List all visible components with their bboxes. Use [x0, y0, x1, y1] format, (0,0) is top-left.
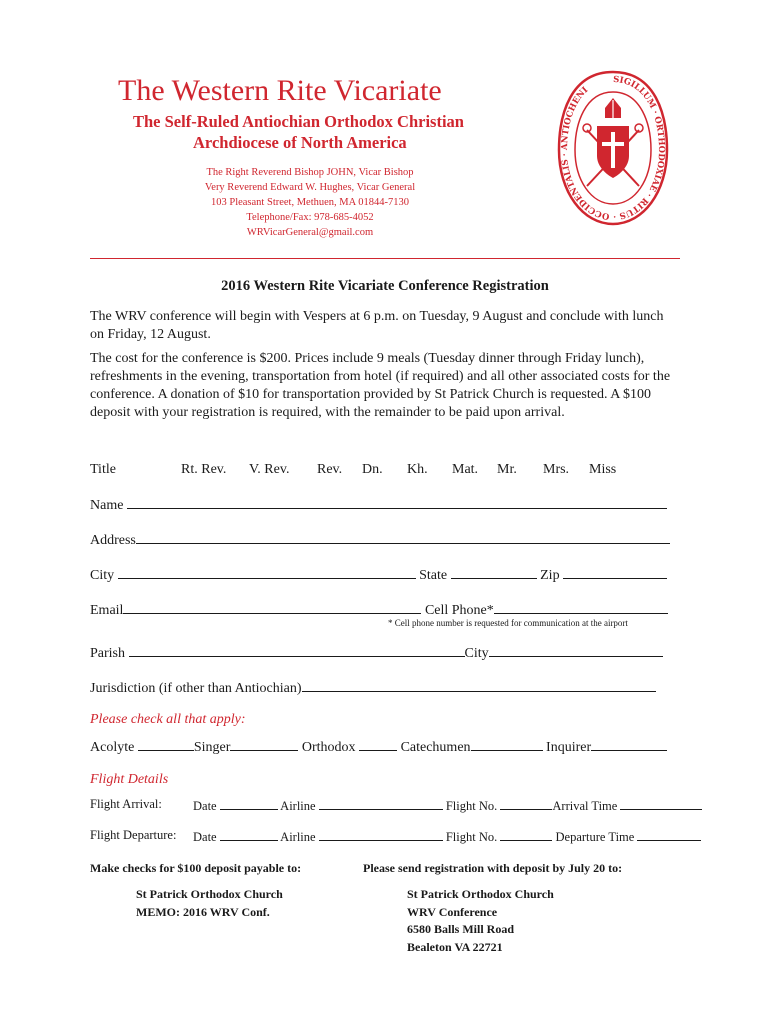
contact-address: 103 Pleasant Street, Methuen, MA 01844-7130: [210, 197, 410, 208]
address-row: [90, 531, 670, 549]
title-option-rev[interactable]: Rev.: [317, 462, 343, 477]
name-label: Name: [90, 498, 124, 513]
acolyte-label: Acolyte: [90, 740, 135, 755]
arrival-flightno-field[interactable]: [500, 797, 552, 810]
departure-airline-label: Airline: [280, 830, 316, 844]
zip-label: Zip: [540, 568, 560, 583]
seal-text: SIGILLUM · ORTHODOXIAE · RITUS · OCCIDENTALIS · ANTIOCHENI: [559, 74, 667, 222]
mailing-line-2: WRV Conference: [407, 904, 498, 919]
departure-flightno-field[interactable]: [500, 828, 552, 841]
title-row: [90, 462, 116, 478]
city-state-zip-row: [90, 566, 667, 584]
flight-departure-label: Flight Departure:: [90, 828, 177, 842]
mailing-line-1: St Patrick Orthodox Church: [407, 887, 554, 901]
contact-bishop: The Right Reverend Bishop JOHN, Vicar Bishop: [206, 167, 414, 178]
departure-airline-field[interactable]: [319, 828, 443, 841]
email-cell-row: [90, 601, 668, 619]
arrival-time-field[interactable]: [620, 797, 702, 810]
departure-time-label: Departure Time: [555, 830, 635, 844]
check-heading: Please check all that apply:: [90, 712, 246, 727]
parish-row: [90, 644, 663, 662]
mailing-address-block: [407, 886, 554, 956]
email-label: Email: [90, 603, 124, 618]
parish-city-label: City: [464, 646, 489, 661]
subtitle-line-2: Archdiocese of North America: [193, 133, 407, 152]
title-option-rt-rev[interactable]: Rt. Rev.: [181, 462, 227, 477]
address-label: Address: [90, 533, 136, 548]
flight-departure-row: [90, 828, 176, 843]
checks-payee-line: St Patrick Orthodox Church: [136, 887, 283, 901]
title-option-mrs[interactable]: Mrs.: [543, 462, 570, 477]
cell-phone-field[interactable]: [494, 601, 668, 614]
singer-checkfield[interactable]: [230, 738, 298, 751]
singer-label: Singer: [193, 740, 231, 755]
parish-label: Parish: [90, 646, 125, 661]
title-option-kh[interactable]: Kh.: [407, 462, 428, 477]
flight-arrival-fields: [193, 797, 702, 814]
flight-heading: Flight Details: [90, 772, 169, 787]
title-option-dn[interactable]: Dn.: [362, 462, 383, 477]
acolyte-checkfield[interactable]: [138, 738, 194, 751]
flight-arrival-label: Flight Arrival:: [90, 797, 162, 811]
contact-phone: Telephone/Fax: 978-685-4052: [246, 212, 374, 223]
arrival-time-label: Arrival Time: [552, 799, 618, 813]
checks-payee-block: [136, 886, 283, 921]
contact-block: [150, 165, 470, 240]
inquirer-checkfield[interactable]: [591, 738, 667, 751]
city-field[interactable]: [118, 566, 416, 579]
cell-phone-note: * Cell phone number is requested for communication at the airport: [388, 618, 628, 628]
departure-date-field[interactable]: [220, 828, 278, 841]
header-divider: [90, 258, 680, 259]
departure-date-label: Date: [193, 830, 217, 844]
address-field[interactable]: [136, 531, 670, 544]
email-field[interactable]: [123, 601, 421, 614]
departure-flightno-label: Flight No.: [445, 830, 498, 844]
episcopal-seal-icon: [557, 68, 669, 228]
intro-paragraph: The WRV conference will begin with Vespers at 6 p.m. on Tuesday, 9 August and conclude with lunch on Friday, 12 August.: [90, 309, 664, 342]
send-heading: Please send registration with deposit by July 20 to:: [363, 861, 623, 875]
parish-field[interactable]: [129, 644, 465, 657]
mailing-line-3: 6580 Balls Mill Road: [407, 922, 515, 936]
arrival-airline-label: Airline: [280, 799, 316, 813]
city-label: City: [90, 568, 115, 583]
page-title: The Western Rite Vicariate: [118, 74, 442, 107]
flight-arrival-row: [90, 797, 162, 812]
state-label: State: [419, 568, 448, 583]
name-row: [90, 496, 667, 514]
title-option-v-rev[interactable]: V. Rev.: [249, 462, 290, 477]
arrival-date-field[interactable]: [220, 797, 278, 810]
contact-vicar-general: Very Reverend Edward W. Hughes, Vicar General: [204, 182, 416, 193]
cell-phone-label: Cell Phone*: [424, 603, 494, 618]
checks-heading: Make checks for $100 deposit payable to:: [90, 861, 302, 875]
contact-email: WRVicarGeneral@gmail.com: [246, 227, 374, 238]
jurisdiction-label: Jurisdiction (if other than Antiochian): [90, 681, 302, 696]
archdiocese-subtitle: [133, 111, 464, 153]
subtitle-line-1: The Self-Ruled Antiochian Orthodox Christian: [133, 112, 464, 131]
title-option-mat[interactable]: Mat.: [452, 462, 479, 477]
orthodox-checkfield[interactable]: [359, 738, 397, 751]
parish-city-field[interactable]: [489, 644, 663, 657]
zip-field[interactable]: [563, 566, 667, 579]
arrival-airline-field[interactable]: [319, 797, 443, 810]
title-label: Title: [90, 462, 116, 477]
arrival-date-label: Date: [193, 799, 217, 813]
checks-memo-line: MEMO: 2016 WRV Conf.: [136, 904, 270, 919]
departure-time-field[interactable]: [637, 828, 701, 841]
mailing-line-4: Bealeton VA 22721: [407, 939, 503, 954]
title-option-mr[interactable]: Mr.: [497, 462, 517, 477]
flight-departure-fields: [193, 828, 701, 845]
jurisdiction-field[interactable]: [302, 679, 656, 692]
catechumen-checkfield[interactable]: [471, 738, 543, 751]
catechumen-label: Catechumen: [400, 740, 471, 755]
inquirer-label: Inquirer: [546, 740, 592, 755]
jurisdiction-row: [90, 679, 656, 697]
role-row: [90, 738, 667, 756]
title-option-miss[interactable]: Miss: [589, 462, 617, 477]
cost-paragraph: The cost for the conference is $200. Prices include 9 meals (Tuesday dinner through Friday lunch), refreshments in the evening, transportation from hotel (if required) and all other associated costs for the conference. A donation of $10 for transportation provided by St Patrick Church is requested. A $100 deposit with your registration is required, with the remainder to be paid upon arrival.: [90, 351, 671, 420]
orthodox-label: Orthodox: [301, 740, 356, 755]
arrival-flightno-label: Flight No.: [445, 799, 498, 813]
form-heading: 2016 Western Rite Vicariate Conference Registration: [221, 278, 549, 294]
name-field[interactable]: [127, 496, 667, 509]
state-field[interactable]: [451, 566, 537, 579]
